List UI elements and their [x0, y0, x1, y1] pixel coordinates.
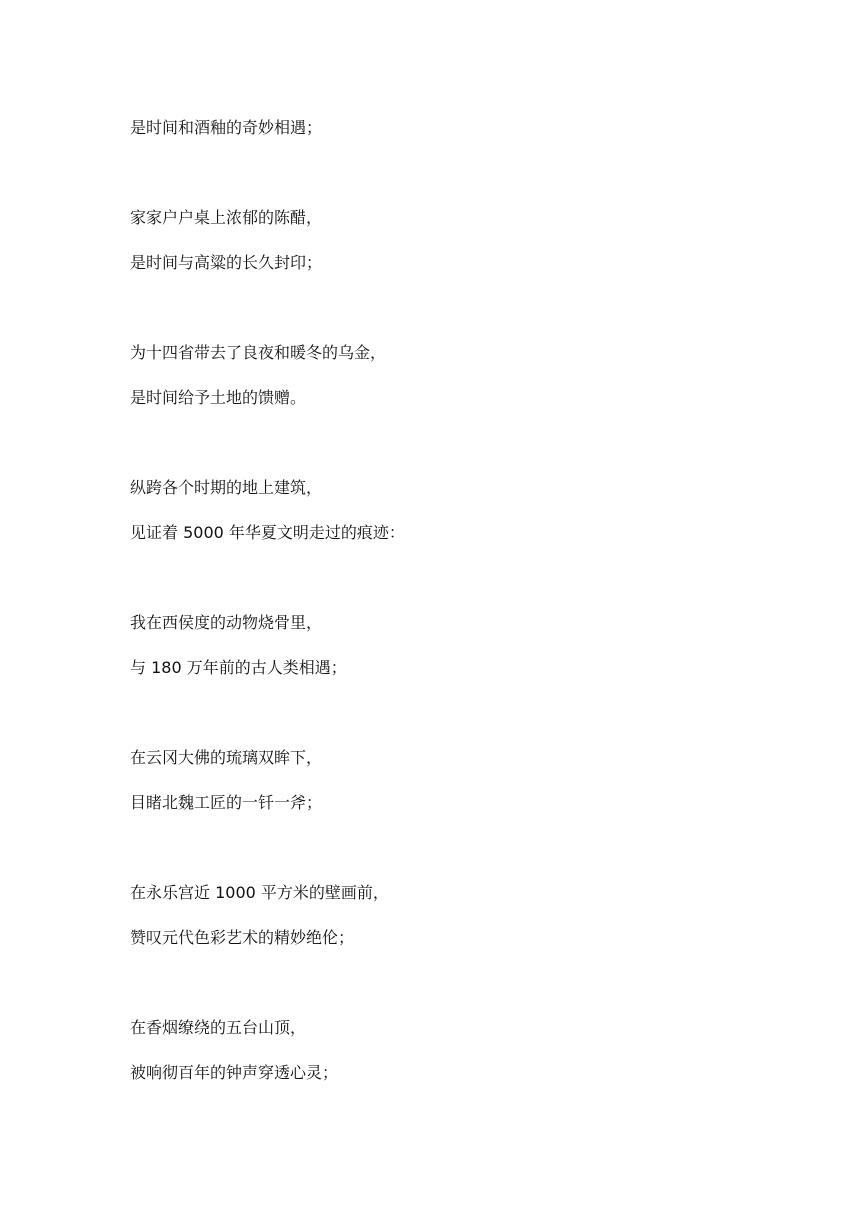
text-line: 目睹北魏工匠的一钎一斧；: [130, 793, 323, 812]
text-line: 家家户户桌上浓郁的陈醋，: [130, 208, 323, 227]
text-line: 是时间和酒釉的奇妙相遇；: [130, 118, 323, 137]
text-line: 被响彻百年的钟声穿透心灵；: [130, 1063, 339, 1082]
text-line: 在香烟缭绕的五台山顶，: [130, 1018, 307, 1037]
text-line: 是时间给予土地的馈赠。: [130, 388, 307, 407]
text-line: 在永乐宫近 1000 平方米的壁画前，: [130, 883, 389, 902]
text-line: 赞叹元代色彩艺术的精妙绝伦；: [130, 928, 355, 947]
text-line: 与 180 万年前的古人类相遇；: [130, 658, 347, 677]
text-line: 是时间与高粱的长久封印；: [130, 253, 323, 272]
text-line: 纵跨各个时期的地上建筑，: [130, 478, 323, 497]
text-line: 在云冈大佛的琉璃双眸下，: [130, 748, 323, 767]
text-line: 我在西侯度的动物烧骨里，: [130, 613, 323, 632]
text-line: 见证着 5000 年华夏文明走过的痕迹：: [130, 523, 405, 542]
text-line: 为十四省带去了良夜和暖冬的乌金，: [130, 343, 387, 362]
